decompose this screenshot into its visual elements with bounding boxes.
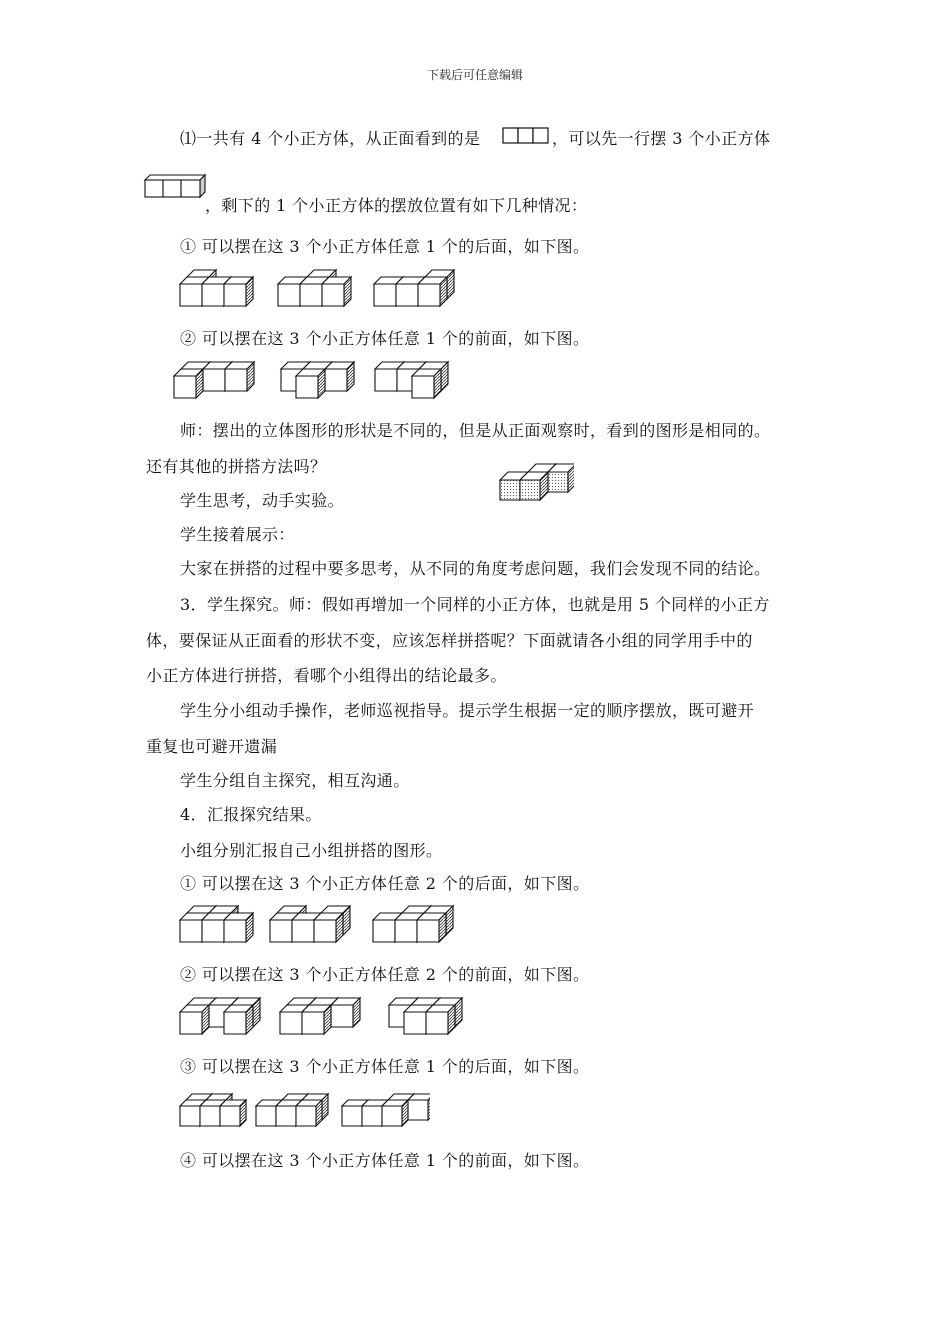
front-view-figure — [500, 125, 552, 147]
line-1b: ，可以先一行摆 3 个小正方体 — [552, 129, 771, 148]
line-21: ④ 可以摆在这 3 个小正方体任意 1 个的前面，如下图。 — [180, 1151, 590, 1170]
line-3: ① 可以摆在这 3 个小正方体任意 1 个的后面，如下图。 — [180, 237, 590, 256]
line-7: 学生思考，动手实验。 — [180, 491, 345, 510]
line-9: 大家在拼搭的过程中要多思考，从不同的角度考虑问题，我们会发现不同的结论。 — [180, 559, 771, 578]
line-15: 学生分组自主探究，相互沟通。 — [180, 771, 410, 790]
two-back-figures — [170, 904, 470, 950]
back-arrangement-figures — [170, 268, 470, 316]
line-8: 学生接着展示： — [180, 525, 295, 544]
line-17: 小组分别汇报自己小组拼搭的图形。 — [180, 841, 443, 860]
line-18: ① 可以摆在这 3 个小正方体任意 2 个的后面，如下图。 — [180, 874, 590, 893]
line-16: 4．汇报探究结果。 — [180, 805, 322, 824]
line-1a: ⑴一共有 4 个小正方体，从正面看到的是 — [180, 129, 481, 148]
one-back-figures — [170, 1090, 430, 1132]
line-13: 学生分小组动手操作，老师巡视指导。提示学生根据一定的顺序摆放，既可避开 — [180, 701, 755, 720]
line-4: ② 可以摆在这 3 个小正方体任意 1 个的前面，如下图。 — [180, 329, 590, 348]
three-cubes-row-figure — [142, 170, 208, 202]
line-12: 小正方体进行拼搭，看哪个小组得出的结论最多。 — [146, 666, 507, 685]
line-14: 重复也可避开遗漏 — [146, 737, 278, 756]
line-2: ，剩下的 1 个小正方体的摆放位置有如下几种情况： — [205, 196, 588, 215]
page-header: 下载后可任意编辑 — [426, 68, 523, 82]
front-arrangement-figures — [170, 358, 470, 406]
line-11: 体，要保证从正面看的形状不变，应该怎样拼搭呢？下面就请各小组的同学用手中的 — [146, 631, 753, 650]
line-19: ② 可以摆在这 3 个小正方体任意 2 个的前面，如下图。 — [180, 965, 590, 984]
line-6: 还有其他的拼搭方法吗？ — [146, 457, 327, 476]
two-front-figures — [170, 996, 470, 1042]
line-5: 师：摆出的立体图形的形状是不同的，但是从正面观察时，看到的图形是相同的。 — [180, 421, 771, 440]
other-arrangement-figure — [494, 458, 574, 510]
line-20: ③ 可以摆在这 3 个小正方体任意 1 个的后面，如下图。 — [180, 1057, 590, 1076]
line-10: 3．学生探究。师：假如再增加一个同样的小正方体，也就是用 5 个同样的小正方 — [180, 595, 770, 614]
